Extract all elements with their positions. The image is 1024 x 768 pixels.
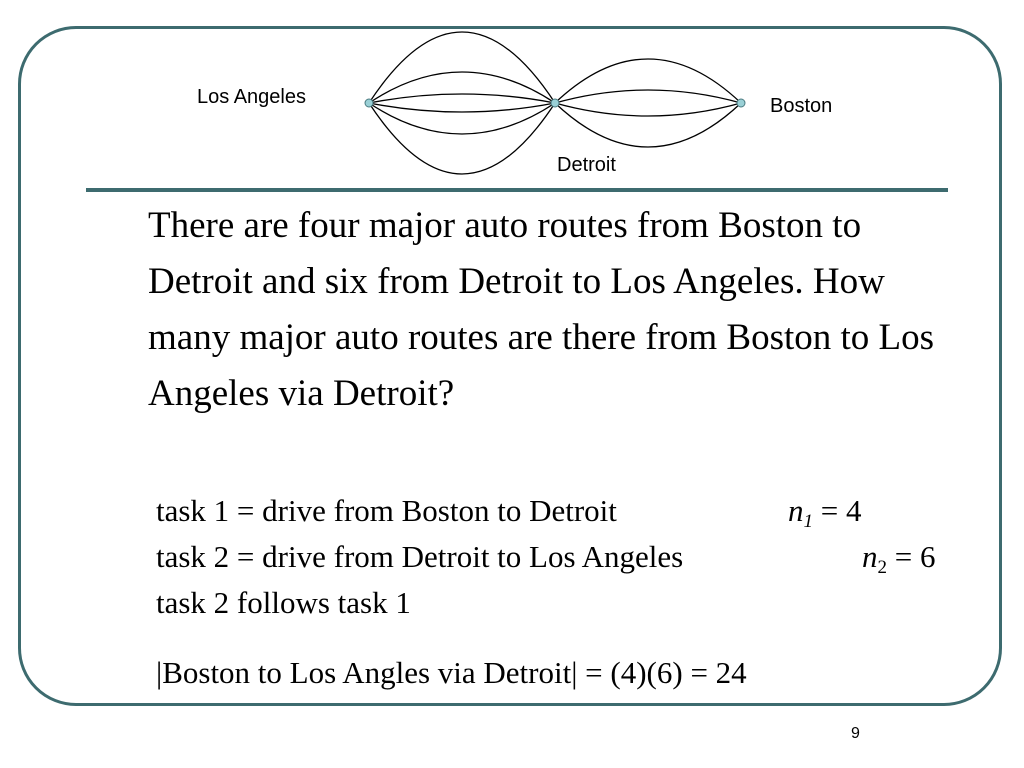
node-boston — [737, 99, 745, 107]
question-block — [148, 198, 948, 422]
la-detroit-route-1 — [369, 32, 555, 103]
la-detroit-route-4 — [369, 103, 555, 112]
n1-val: = 4 — [813, 493, 862, 528]
n1-sub: 1 — [803, 511, 813, 532]
city-label-los-angeles: Los Angeles — [197, 86, 306, 108]
n2-var: n — [862, 539, 878, 574]
divider-line — [86, 188, 948, 192]
question-text: There are four major auto routes from Boston to Detroit and six from Detroit to Los Angeles. How many major auto routes are there from Boston to Los Angeles via Detroit? — [148, 205, 935, 414]
task-3-text: task 2 follows task 1 — [156, 585, 411, 620]
task-2-text: task 2 = drive from Detroit to Los Angeles — [156, 539, 684, 574]
task-1-text: task 1 = drive from Boston to Detroit — [156, 493, 617, 528]
city-label-detroit: Detroit — [557, 154, 616, 176]
n2-sub: 2 — [877, 557, 887, 578]
node-detroit — [551, 99, 559, 107]
city-label-boston: Boston — [770, 95, 833, 117]
n1-var: n — [788, 493, 804, 528]
detroit-boston-route-2 — [555, 90, 741, 103]
task-line-1 — [156, 488, 996, 534]
detroit-boston-route-3 — [555, 103, 741, 116]
route-graph — [0, 0, 1024, 200]
slide-number: 9 — [851, 725, 860, 742]
la-detroit-route-3 — [369, 94, 555, 103]
node-los-angeles — [365, 99, 373, 107]
task-line-3 — [156, 580, 996, 626]
answer-text: |Boston to Los Angles via Detroit| = (4)(6) = 24 — [156, 655, 747, 690]
n2-val: = 6 — [887, 539, 936, 574]
task-lines — [156, 488, 996, 626]
la-detroit-route-6 — [369, 103, 555, 174]
task-line-2 — [156, 534, 996, 580]
